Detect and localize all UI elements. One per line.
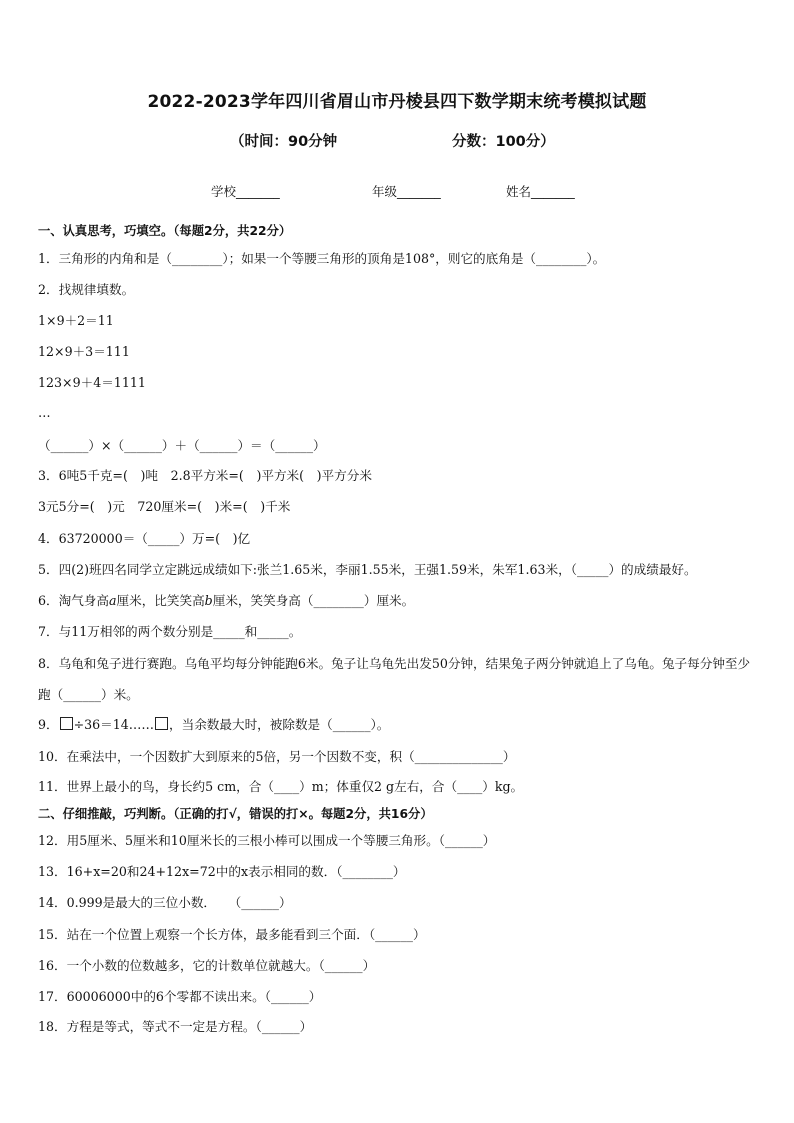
exam-title: 2022-2023学年四川省眉山市丹棱县四下数学期末统考模拟试题 (147, 92, 647, 112)
blank-box-icon (155, 717, 168, 730)
question-3-line-2: 3元5分=( )元 720厘米=( )米=( )千米 (38, 499, 291, 514)
question-13: 13．16+x=20和24+12x=72中的x表示相同的数．（________） (38, 864, 406, 879)
exam-score: 分数：100分） (452, 134, 555, 150)
question-8: 8．乌龟和兔子进行赛跑。乌龟平均每分钟能跑6米。兔子让乌龟先出发50分钟，结果兔子两分钟就追上了乌龟。兔子每分钟至少跑（______）米。 (38, 656, 751, 702)
question-17: 17．60006000中的6个零都不读出来。（______） (38, 989, 322, 1004)
question-16: 16．一个小数的位数越多，它的计数单位就越大。（______） (38, 958, 376, 973)
pattern-line-2: 12×9＋3＝111 (38, 344, 130, 359)
school-field: 学校_______ (211, 184, 280, 199)
question-14: 14．0.999是最大的三位小数． （______） (38, 895, 292, 910)
question-3-line-1: 3．6吨5千克=( )吨 2.8平方米=( )平方米( )平方分米 (38, 468, 372, 483)
question-6-part-3: 厘米，笑笑身高（________）厘米。 (212, 593, 415, 608)
blank-box-icon (60, 717, 73, 730)
question-11: 11．世界上最小的鸟，身长约5 cm，合（____）m；体重仅2 g左右，合（____）kg。 (38, 779, 524, 794)
question-6-part-2: 厘米，比笑笑高 (116, 593, 205, 608)
question-9-part-2: ，当余数最大时，被除数是（______）。 (169, 717, 390, 732)
question-5: 5．四(2)班四名同学立定跳远成绩如下:张兰1.65米，李丽1.55米，王强1.59米，朱军1.63米，（_____）的成绩最好。 (38, 562, 697, 577)
question-10: 10．在乘法中，一个因数扩大到原来的5倍，另一个因数不变，积（______________） (38, 749, 516, 764)
question-9-number: 9． (38, 717, 59, 732)
variable-b: b (204, 593, 213, 608)
pattern-answer-line: （______）×（______）＋（______）＝（______） (38, 438, 326, 453)
question-6 (38, 593, 414, 609)
question-6-part-1: 6．淘气身高 (38, 593, 109, 608)
question-2: 2．找规律填数。 (38, 282, 135, 297)
variable-a: a (108, 593, 117, 608)
pattern-line-1: 1×9＋2＝11 (38, 313, 114, 328)
section-heading-judgement: 二、仔细推敲，巧判断。（正确的打√，错误的打×。每题2分，共16分） (38, 807, 433, 821)
question-7: 7．与11万相邻的两个数分别是_____和_____。 (38, 624, 302, 639)
question-4: 4．63720000＝（_____）万=( )亿 (38, 531, 251, 546)
question-15: 15．站在一个位置上观察一个长方体，最多能看到三个面．（______） (38, 927, 426, 942)
name-field: 姓名_______ (506, 184, 575, 199)
exam-time: （时间：90分钟 (230, 134, 338, 150)
pattern-line-3: 123×9＋4＝1111 (38, 375, 146, 390)
pattern-ellipsis: … (38, 405, 51, 420)
question-12: 12．用5厘米、5厘米和10厘米长的三根小棒可以围成一个等腰三角形。（______） (38, 833, 496, 848)
question-1: 1．三角形的内角和是（________）；如果一个等腰三角形的顶角是108°，则它的底角是（________）。 (38, 251, 606, 266)
section-heading-fill-blank: 一、认真思考，巧填空。（每题2分，共22分） (38, 224, 292, 238)
question-18: 18．方程是等式，等式不一定是方程。（______） (38, 1019, 313, 1034)
grade-field: 年级_______ (372, 184, 441, 199)
question-9 (38, 717, 389, 733)
question-9-part-1: ÷36＝14…… (73, 717, 154, 732)
